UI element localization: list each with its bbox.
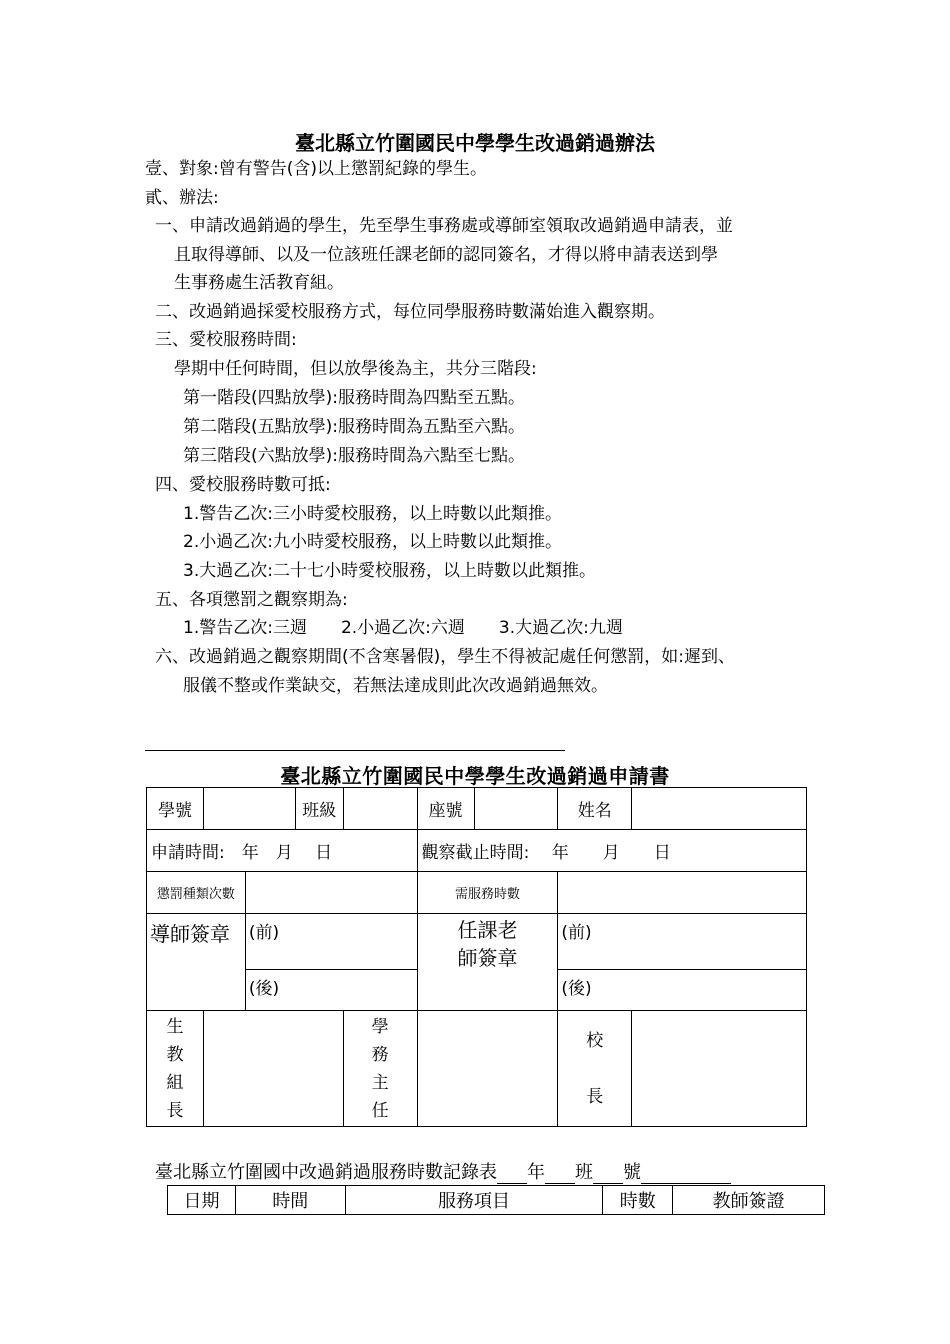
column-header-time: 時間 (235, 1186, 345, 1215)
char: 校 (586, 1030, 604, 1051)
rule-line: 貳、辦法: (145, 188, 219, 208)
apply-time[interactable]: 申請時間: 年 月 日 (147, 830, 418, 872)
student-id-field[interactable] (203, 788, 295, 830)
name-label: 姓名 (558, 788, 632, 830)
student-id-label: 學號 (147, 788, 204, 830)
char: 生 (166, 1016, 184, 1037)
hours-field[interactable] (558, 872, 807, 914)
char: 長 (166, 1100, 184, 1121)
record-form-title (155, 1158, 731, 1184)
rule-line: 服儀不整或作業缺交，若無法達成則此次改過銷過無效。 (183, 676, 608, 696)
class-field[interactable] (343, 788, 417, 830)
section-chief-label (147, 1011, 204, 1127)
observe-end-time[interactable]: 觀察截止時間: 年 月 日 (417, 830, 806, 872)
char: 務 (371, 1044, 389, 1065)
rule-line: 三、愛校服務時間: (155, 330, 297, 350)
rule-line: 第一階段(四點放學):服務時間為四點至五點。 (183, 388, 525, 408)
teacher-sign-label (417, 914, 558, 1011)
affairs-director-sign-field[interactable] (417, 1011, 558, 1127)
principal-sign-field[interactable] (632, 1011, 807, 1127)
char: 長 (586, 1086, 604, 1107)
rule-line: 四、愛校服務時數可抵: (155, 475, 331, 495)
char: 任 (371, 1100, 389, 1121)
teacher-sign-before[interactable]: (前) (558, 914, 807, 970)
affairs-director-label (343, 1011, 417, 1127)
class-label: 班級 (295, 788, 343, 830)
rule-line: 1.警告乙次:三小時愛校服務，以上時數以此類推。 (183, 504, 562, 524)
column-header-date: 日期 (168, 1186, 236, 1215)
char: 主 (371, 1072, 389, 1093)
class-label: 班 (575, 1162, 593, 1183)
homeroom-sign-before[interactable]: (前) (245, 914, 417, 970)
form-title: 臺北縣立竹圍國民中學學生改過銷過申請書 (280, 764, 670, 788)
column-header-hours: 時數 (603, 1186, 673, 1215)
rule-line: 六、改過銷過之觀察期間(不含寒暑假)，學生不得被記處任何懲罰，如:遲到、 (155, 647, 735, 667)
year-blank[interactable] (497, 1165, 527, 1184)
teacher-sign-label-line2: 師簽章 (457, 946, 518, 970)
section-chief-sign-field[interactable] (203, 1011, 343, 1127)
seat-label: 座號 (417, 788, 474, 830)
rule-line: 壹、對象:曾有警告(含)以上懲罰紀錄的學生。 (145, 159, 487, 179)
seat-field[interactable] (474, 788, 558, 830)
char: 組 (166, 1072, 184, 1093)
rule-line: 二、改過銷過採愛校服務方式，每位同學服務時數滿始進入觀察期。 (155, 302, 665, 322)
penalty-label: 懲罰種類次數 (147, 872, 246, 914)
char: 學 (371, 1016, 389, 1037)
teacher-sign-after[interactable]: (後) (558, 970, 807, 1011)
homeroom-sign-after[interactable]: (後) (245, 970, 417, 1011)
rule-line: 學期中任何時間，但以放學後為主，共分三階段: (174, 359, 537, 379)
name-field[interactable] (632, 788, 807, 830)
column-header-teacher-sign: 教師簽證 (673, 1186, 825, 1215)
hours-label: 需服務時數 (417, 872, 558, 914)
rule-line: 生事務處生活教育組。 (174, 273, 344, 293)
rules-title: 臺北縣立竹圍國民中學學生改過銷過辦法 (295, 131, 655, 155)
rule-line: 第三階段(六點放學):服務時間為六點至七點。 (183, 446, 525, 466)
number-label: 號 (623, 1162, 641, 1183)
rule-line: 3.大過乙次:二十七小時愛校服務，以上時數以此類推。 (183, 561, 596, 581)
record-title-text: 臺北縣立竹圍國中改過銷過服務時數記錄表 (155, 1162, 497, 1183)
principal-label (558, 1011, 632, 1127)
column-header-service: 服務項目 (345, 1186, 603, 1215)
year-label: 年 (527, 1162, 545, 1183)
penalty-field[interactable] (245, 872, 417, 914)
rule-line: 五、各項懲罰之觀察期為: (155, 590, 348, 610)
application-form-table (146, 787, 807, 1127)
rule-line: 一、申請改過銷過的學生，先至學生事務處或導師室領取改過銷過申請表，並 (155, 216, 733, 236)
number-blank[interactable] (593, 1165, 623, 1184)
teacher-sign-label-line1: 任課老 (457, 918, 518, 942)
class-blank[interactable] (545, 1165, 575, 1184)
homeroom-sign-label: 導師簽章 (147, 914, 246, 1011)
rule-line: 2.小過乙次:九小時愛校服務，以上時數以此類推。 (183, 532, 562, 552)
record-table (167, 1185, 825, 1215)
char: 教 (166, 1044, 184, 1065)
rule-line: 且取得導師、以及一位該班任課老師的認同簽名，才得以將申請表送到學 (174, 245, 718, 265)
rule-line: 第二階段(五點放學):服務時間為五點至六點。 (183, 417, 525, 437)
divider (145, 750, 565, 751)
rule-line: 1.警告乙次:三週 2.小過乙次:六週 3.大過乙次:九週 (183, 618, 623, 638)
name-blank[interactable] (641, 1165, 731, 1184)
